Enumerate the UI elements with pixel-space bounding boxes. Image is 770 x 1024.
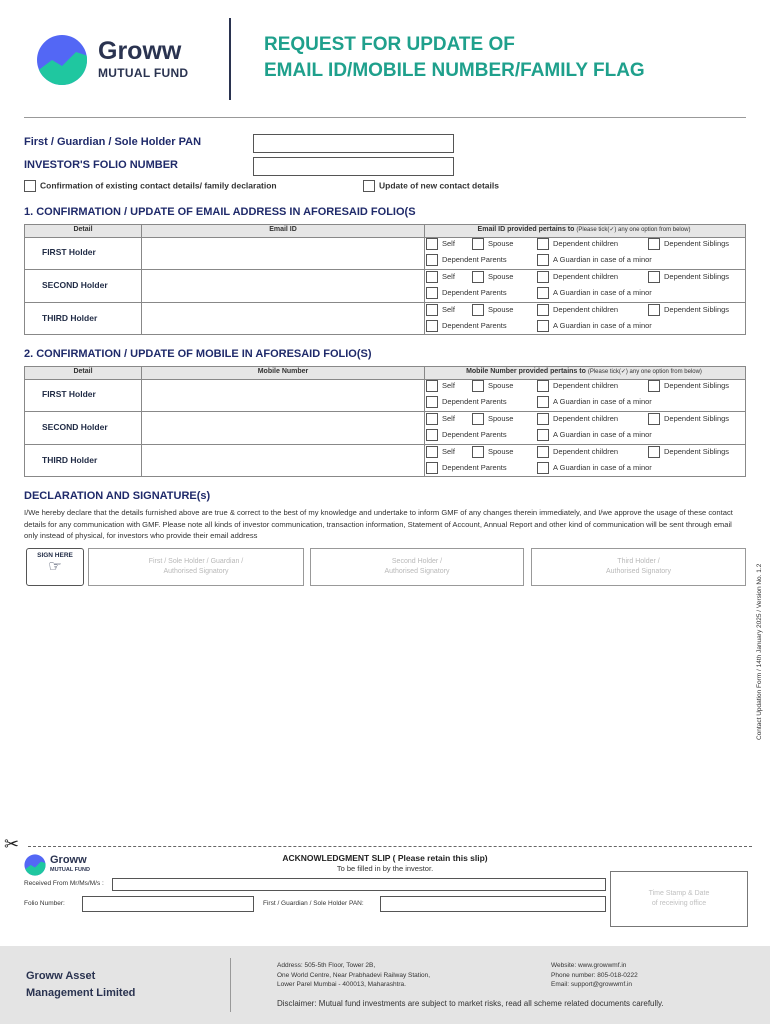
- mobile-option-checkbox[interactable]: [537, 446, 549, 458]
- confirm-existing-option[interactable]: Confirmation of existing contact details/ family declaration: [24, 180, 277, 192]
- mobile-option-checkbox[interactable]: [537, 429, 549, 441]
- mobile-holder-label: FIRST Holder: [42, 388, 96, 399]
- confirm-existing-checkbox[interactable]: [24, 180, 36, 192]
- signature-first-holder[interactable]: First / Sole Holder / Guardian / Authorised Signatory: [88, 548, 304, 586]
- email-option-checkbox[interactable]: [426, 304, 438, 316]
- mobile-option-checkbox[interactable]: [472, 413, 484, 425]
- sign-here-label: SIGN HERE: [37, 552, 73, 559]
- mobile-option-dep-siblings[interactable]: Dependent Siblings: [648, 380, 729, 392]
- mobile-value-input[interactable]: [142, 445, 424, 476]
- col-pertains: Email ID provided pertains to (Please tick(✓) any one option from below): [477, 226, 691, 233]
- email-option-checkbox[interactable]: [537, 287, 549, 299]
- form-title-line1: REQUEST FOR UPDATE OF: [264, 34, 515, 55]
- email-option-dep-parents[interactable]: Dependent Parents: [426, 287, 507, 299]
- email-option-dep-children[interactable]: Dependent children: [537, 238, 618, 250]
- col-detail: Detail: [73, 368, 93, 375]
- mobile-option-checkbox[interactable]: [537, 462, 549, 474]
- mobile-option-dep-parents[interactable]: Dependent Parents: [426, 429, 507, 441]
- slip-brand-name: Groww: [50, 854, 87, 866]
- received-from-label: Received From Mr/Ms/M/s :: [24, 880, 104, 887]
- email-section-title: 1. CONFIRMATION / UPDATE OF EMAIL ADDRESS IN AFORESAID FOLIO(S: [24, 206, 416, 218]
- folio-number-input[interactable]: [82, 896, 254, 912]
- mobile-section-title: 2. CONFIRMATION / UPDATE OF MOBILE IN AFORESAID FOLIO(S): [24, 348, 372, 360]
- signature-second-holder[interactable]: Second Holder / Authorised Signatory: [310, 548, 524, 586]
- slip-logo: [24, 854, 46, 881]
- time-stamp-box: Time Stamp & Date of receiving office: [610, 871, 748, 927]
- email-option-checkbox[interactable]: [648, 304, 660, 316]
- email-option-spouse[interactable]: Spouse: [472, 271, 513, 283]
- email-option-dep-siblings[interactable]: Dependent Siblings: [648, 238, 729, 250]
- signature-third-holder[interactable]: Third Holder / Authorised Signatory: [531, 548, 746, 586]
- mobile-option-checkbox[interactable]: [537, 413, 549, 425]
- mobile-option-self[interactable]: Self: [426, 413, 455, 425]
- email-option-dep-children[interactable]: Dependent children: [537, 271, 618, 283]
- email-holder-label: FIRST Holder: [42, 246, 96, 257]
- footer-phone: Phone number: 805-018-0222: [551, 971, 638, 979]
- email-option-checkbox[interactable]: [426, 320, 438, 332]
- mobile-option-dep-parents[interactable]: Dependent Parents: [426, 396, 507, 408]
- email-option-self[interactable]: Self: [426, 271, 455, 283]
- header-rule: [24, 117, 746, 118]
- email-option-dep-siblings[interactable]: Dependent Siblings: [648, 271, 729, 283]
- email-option-dep-siblings[interactable]: Dependent Siblings: [648, 304, 729, 316]
- email-option-checkbox[interactable]: [537, 304, 549, 316]
- mobile-option-checkbox[interactable]: [426, 429, 438, 441]
- mobile-option-guardian[interactable]: A Guardian in case of a minor: [537, 462, 652, 474]
- mobile-option-spouse[interactable]: Spouse: [472, 446, 513, 458]
- footer-address: Address: 505-5th Floor, Tower 2B, One World Centre, Near Prabhadevi Railway Station, Lower Parel Mumbai - 400013, Maharashtra.: [277, 962, 431, 988]
- email-option-dep-parents[interactable]: Dependent Parents: [426, 254, 507, 266]
- mobile-option-dep-siblings[interactable]: Dependent Siblings: [648, 446, 729, 458]
- email-holder-label: SECOND Holder: [42, 279, 108, 290]
- email-option-checkbox[interactable]: [426, 271, 438, 283]
- mobile-option-self[interactable]: Self: [426, 446, 455, 458]
- col-email: Email ID: [269, 226, 297, 233]
- slip-pan-input[interactable]: [380, 896, 606, 912]
- email-value-input[interactable]: [142, 270, 424, 301]
- email-option-checkbox[interactable]: [537, 320, 549, 332]
- mobile-value-input[interactable]: [142, 412, 424, 443]
- email-option-spouse[interactable]: Spouse: [472, 304, 513, 316]
- email-option-self[interactable]: Self: [426, 238, 455, 250]
- footer-company-line2: Management Limited: [26, 987, 136, 999]
- folio-label: INVESTOR'S FOLIO NUMBER: [24, 159, 178, 171]
- col-pertains: Mobile Number provided pertains to (Please tick(✓) any one option from below): [466, 368, 702, 375]
- mobile-option-dep-children[interactable]: Dependent children: [537, 380, 618, 392]
- email-option-checkbox[interactable]: [472, 238, 484, 250]
- mobile-option-guardian[interactable]: A Guardian in case of a minor: [537, 396, 652, 408]
- slip-title: ACKNOWLEDGMENT SLIP ( Please retain this slip): [282, 853, 488, 863]
- email-option-guardian[interactable]: A Guardian in case of a minor: [537, 287, 652, 299]
- email-value-input[interactable]: [142, 237, 424, 268]
- pan-input[interactable]: [253, 134, 454, 153]
- mobile-option-checkbox[interactable]: [648, 380, 660, 392]
- groww-logo-icon: [24, 854, 46, 876]
- email-option-self[interactable]: Self: [426, 304, 455, 316]
- email-option-checkbox[interactable]: [472, 304, 484, 316]
- declaration-text: I/We hereby declare that the details furnished above are true & correct to the best of my knowledge and undertake to inform GMF of any changes therein immediately, and I/we approve the usage of these contact details for any communication with GMF. Please note all kinds of investor communication, transaction information, Statement of Account, Annual Report and other kind of communication will be sent through email only instead of physical, for investors who provide their email address: [24, 508, 733, 540]
- slip-subtitle: To be filled in by the investor.: [336, 864, 434, 873]
- email-holder-label: THIRD Holder: [42, 312, 98, 323]
- email-option-checkbox[interactable]: [472, 271, 484, 283]
- brand-sub: MUTUAL FUND: [98, 66, 189, 80]
- mobile-option-guardian[interactable]: A Guardian in case of a minor: [537, 429, 652, 441]
- slip-brand-sub: MUTUAL FUND: [50, 867, 90, 873]
- mobile-holder-label: SECOND Holder: [42, 421, 108, 432]
- email-option-checkbox[interactable]: [648, 271, 660, 283]
- mobile-option-dep-siblings[interactable]: Dependent Siblings: [648, 413, 729, 425]
- folio-input[interactable]: [253, 157, 454, 176]
- mobile-option-checkbox[interactable]: [426, 462, 438, 474]
- email-option-dep-children[interactable]: Dependent children: [537, 304, 618, 316]
- mobile-option-checkbox[interactable]: [648, 446, 660, 458]
- groww-logo-icon: [36, 34, 88, 86]
- mobile-option-checkbox[interactable]: [537, 380, 549, 392]
- folio-number-label: Folio Number:: [24, 900, 65, 907]
- footer-email[interactable]: Email: support@growwmf.in: [551, 981, 633, 988]
- col-mobile: Mobile Number: [257, 368, 309, 375]
- slip-pan-label: First / Guardian / Sole Holder PAN:: [263, 900, 364, 907]
- declaration-title: DECLARATION AND SIGNATURE(s): [24, 490, 211, 502]
- cut-line: [28, 846, 752, 847]
- footer-contact: [551, 961, 638, 990]
- pointing-hand-icon: ☞: [48, 558, 62, 575]
- update-new-option[interactable]: Update of new contact details: [363, 180, 499, 192]
- mobile-option-dep-parents[interactable]: Dependent Parents: [426, 462, 507, 474]
- mobile-holder-label: THIRD Holder: [42, 454, 98, 465]
- email-option-checkbox[interactable]: [426, 287, 438, 299]
- email-option-checkbox[interactable]: [537, 238, 549, 250]
- sign-here-badge: [26, 548, 84, 586]
- mobile-option-checkbox[interactable]: [537, 396, 549, 408]
- pan-label: First / Guardian / Sole Holder PAN: [24, 136, 202, 148]
- email-option-checkbox[interactable]: [426, 238, 438, 250]
- mobile-option-checkbox[interactable]: [472, 446, 484, 458]
- mobile-option-spouse[interactable]: Spouse: [472, 413, 513, 425]
- email-option-guardian[interactable]: A Guardian in case of a minor: [537, 254, 652, 266]
- email-value-input[interactable]: [142, 303, 424, 334]
- scissors-icon: ✂: [4, 834, 20, 854]
- email-option-spouse[interactable]: Spouse: [472, 238, 513, 250]
- mobile-value-input[interactable]: [142, 379, 424, 410]
- groww-logo: [36, 34, 88, 86]
- mobile-option-spouse[interactable]: Spouse: [472, 380, 513, 392]
- mobile-option-checkbox[interactable]: [426, 413, 438, 425]
- footer-company-line1: Groww Asset: [26, 970, 96, 982]
- mobile-option-checkbox[interactable]: [426, 446, 438, 458]
- mobile-option-checkbox[interactable]: [426, 380, 438, 392]
- email-option-checkbox[interactable]: [426, 254, 438, 266]
- form-title-line2: EMAIL ID/MOBILE NUMBER/FAMILY FLAG: [264, 60, 645, 81]
- col-detail: Detail: [73, 226, 93, 233]
- email-option-checkbox[interactable]: [537, 271, 549, 283]
- mobile-option-dep-children[interactable]: Dependent children: [537, 446, 618, 458]
- mobile-option-checkbox[interactable]: [426, 396, 438, 408]
- mobile-option-checkbox[interactable]: [648, 413, 660, 425]
- mobile-option-checkbox[interactable]: [472, 380, 484, 392]
- mobile-option-dep-children[interactable]: Dependent children: [537, 413, 618, 425]
- email-option-checkbox[interactable]: [648, 238, 660, 250]
- email-option-guardian[interactable]: A Guardian in case of a minor: [537, 320, 652, 332]
- received-from-input[interactable]: [112, 878, 606, 891]
- footer-divider: [230, 958, 231, 1012]
- brand-name: Groww: [98, 37, 182, 65]
- email-option-checkbox[interactable]: [537, 254, 549, 266]
- footer-disclaimer: Disclaimer: Mutual fund investments are subject to market risks, read all scheme related documents carefully.: [277, 999, 664, 1008]
- footer-website[interactable]: Website: www.growwmf.in: [551, 962, 627, 969]
- mobile-option-self[interactable]: Self: [426, 380, 455, 392]
- email-option-dep-parents[interactable]: Dependent Parents: [426, 320, 507, 332]
- update-new-checkbox[interactable]: [363, 180, 375, 192]
- header-divider: [229, 18, 231, 100]
